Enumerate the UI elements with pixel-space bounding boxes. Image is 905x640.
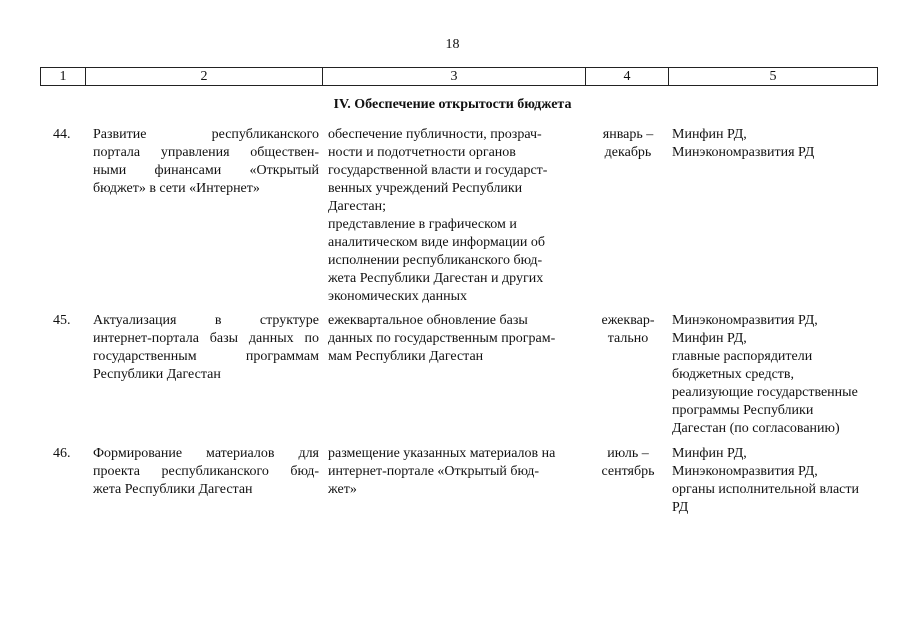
measure-name: Развитие республиканского портала управления обществен- ными финансами «Открытый бюджет» в сети «Интернет» [93, 127, 319, 196]
column-number-3: 3 [323, 68, 586, 85]
measure-name: Актуализация в структуре интернет-портала базы данных по государственным программам Республики Дагестан [93, 313, 319, 382]
measure-name: Формирование материалов для проекта республиканского бюд- жета Республики Дагестан [93, 446, 319, 497]
row-number: 46. [53, 446, 71, 461]
row-number: 44. [53, 127, 71, 142]
deadline: июль – сентябрь [601, 446, 655, 479]
row-number: 45. [53, 313, 71, 328]
responsible: Минфин РД, Минэкономразвития РД, органы исполнительной власти РД [672, 446, 859, 515]
column-number-header [40, 67, 878, 86]
expected-result: ежеквартальное обновление базы данных по государственным програм- мам Республики Дагестан [328, 313, 556, 364]
expected-result: размещение указанных материалов на интернет-портале «Открытый бюд- жет» [328, 446, 556, 497]
page-number: 18 [445, 37, 460, 52]
section-title: IV. Обеспечение открытости бюджета [333, 97, 572, 112]
responsible: Минэкономразвития РД, Минфин РД, главные распорядители бюджетных средств, реализующие государственные программы Республики Дагестан (по согласованию) [672, 313, 858, 436]
responsible: Минфин РД, Минэкономразвития РД [672, 127, 815, 160]
expected-result: обеспечение публичности, прозрач- ности и подотчетности органов государственной власти и государст- венных учреждений Республики Дагестан; представление в графическом и аналитическом виде информации об исполнении республиканского бюд- жета Республики Дагестан и других экономических данных [328, 127, 548, 304]
column-number-4: 4 [586, 68, 669, 85]
column-number-1: 1 [41, 68, 86, 85]
column-number-5: 5 [769, 69, 777, 84]
column-number-2: 2 [86, 68, 323, 85]
deadline: январь – декабрь [602, 127, 654, 160]
deadline: ежеквар- тально [601, 313, 655, 346]
